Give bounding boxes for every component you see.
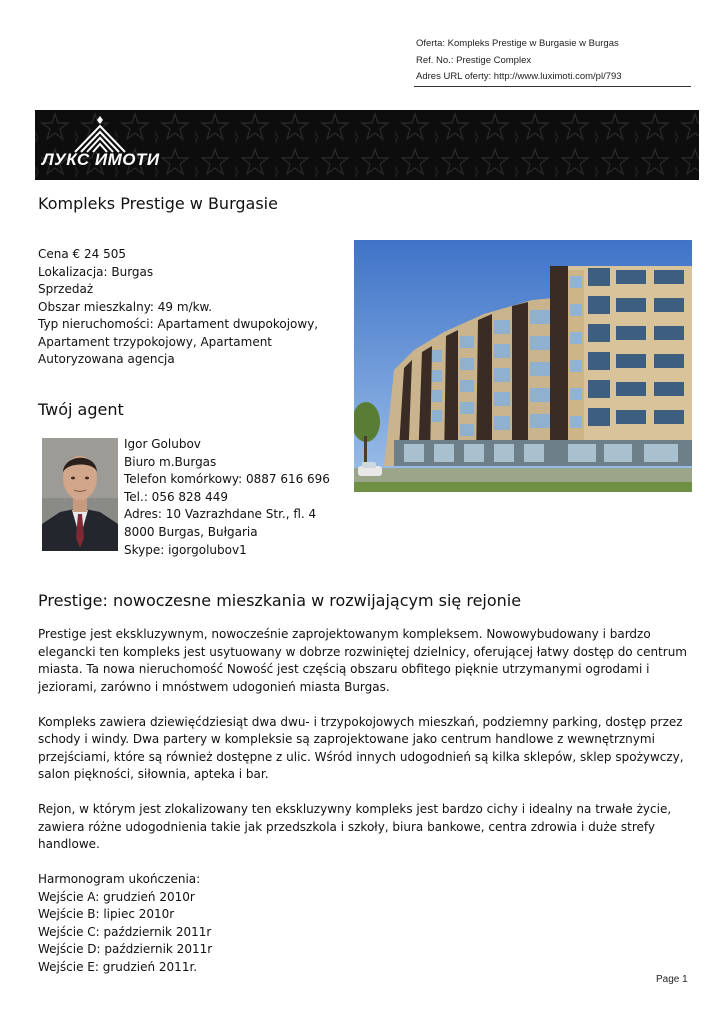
agent-info <box>124 436 354 559</box>
listing-title: Kompleks Prestige w Burgasie <box>38 194 278 213</box>
listing-details <box>38 246 338 369</box>
price: Cena € 24 505 <box>38 247 126 261</box>
offer-header <box>416 36 691 86</box>
description-title: Prestige: nowoczesne mieszkania w rozwijającym się rejonie <box>38 591 522 610</box>
description-body <box>38 626 688 976</box>
brand-banner <box>35 110 699 180</box>
schedule-item: Wejście D: październik 2011r <box>38 942 213 956</box>
logo-text: ЛУКС ИМОТИ <box>42 150 160 169</box>
ref-line: Ref. No.: Prestige Complex <box>416 54 532 66</box>
url-line[interactable]: Adres URL oferty: http://www.luximoti.com/pl/793 <box>416 71 622 82</box>
deal-type: Sprzedaż <box>38 282 94 296</box>
schedule-item: Wejście B: lipiec 2010r <box>38 907 175 921</box>
building-photo <box>354 240 692 492</box>
agent-address: Adres: 10 Vazrazhdane Str., fl. 4 <box>124 507 317 522</box>
schedule-title: Harmonogram ukończenia: <box>38 872 201 886</box>
living-area: Obszar mieszkalny: 49 m/kw. <box>38 299 213 314</box>
header-divider <box>414 86 691 87</box>
schedule-item: Wejście C: październik 2011r <box>38 924 212 939</box>
location: Lokalizacja: Burgas <box>38 264 154 279</box>
agent-section-title: Twój agent <box>38 400 124 419</box>
agent-skype: Skype: igorgolubov1 <box>124 542 247 557</box>
description-paragraph: Kompleks zawiera dziewięćdziesiąt dwa dwu- i trzypokojowych mieszkań, podziemny parking, dostęp przez schody i windy. Dwa partery w kompleksie są zaprojektowane jako centrum handlowe z wewnętrznymi przejściami, które są również dostępne z ulic. Wśród innych udogodnień są kilka sklepów, sklep spożywczy, salon piękności, siłownia, apteka i bar. <box>38 714 684 781</box>
agency: Autoryzowana agencja <box>38 352 175 366</box>
agent-photo <box>42 438 118 551</box>
page-number: Page 1 <box>656 974 688 985</box>
offer-line: Oferta: Kompleks Prestige w Burgasie w Burgas <box>416 38 619 49</box>
property-type: Typ nieruchomości: Apartament dwupokojowy, <box>38 317 319 331</box>
description-paragraph: Rejon, w którym jest zlokalizowany ten ekskluzywny kompleks jest bardzo cichy i idealny na trwałe życie, zawiera różne udogodnienia takie jak przedszkola i szkoły, biura bankowe, centra zdrowia i duże strefy handlowe. <box>38 802 672 851</box>
agent-office: Biuro m.Burgas <box>124 454 217 469</box>
description-paragraph: Prestige jest ekskluzywnym, nowocześnie zaprojektowanym kompleksem. Nowowybudowany i bardzo elegancki ten kompleks jest usytuowany w dobrze rozwiniętej dzielnicy, oferującej łatwy dostęp do centrum miasta. Ta nowa nieruchomość Nowość jest częścią obszaru obfitego pięknie utrzymanymi ogrodami i jeziorami, zarówno i mnóstwem udogonień miasta Burgas. <box>38 627 687 694</box>
agent-mobile: Telefon komórkowy: 0887 616 696 <box>124 472 330 487</box>
schedule-item: Wejście A: grudzień 2010r <box>38 889 195 904</box>
schedule-item: Wejście E: grudzień 2011r. <box>38 959 198 974</box>
property-type-cont: Apartament trzypokojowy, Apartament <box>38 334 273 349</box>
agent-name: Igor Golubov <box>124 437 201 451</box>
agent-city: 8000 Burgas, Bułgaria <box>124 524 258 539</box>
agent-tel: Tel.: 056 828 449 <box>124 489 229 504</box>
completion-schedule <box>38 871 688 976</box>
